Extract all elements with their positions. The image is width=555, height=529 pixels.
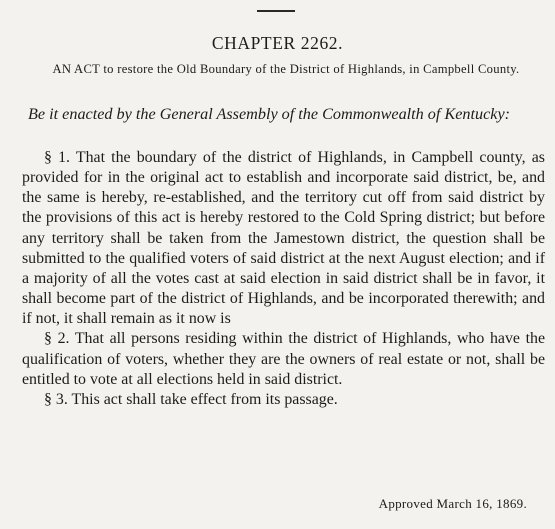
enacting-clause: Be it enacted by the General Assembly of the Commonwealth of Kentucky:	[28, 105, 511, 123]
section-3: § 3. This act shall take effect from its passage.	[44, 390, 338, 408]
act-title: AN ACT to restore the Old Boundary of the District of Highlands, in Campbell County.	[52, 62, 520, 76]
section-2: § 2. That all persons residing within the district of Highlands, who have the qualification of voters, whether they are the owners of real estate or not, shall be entitled to vote at all elections held in said district.	[22, 330, 545, 388]
chapter-heading: CHAPTER 2262.	[211, 33, 344, 53]
act-body	[22, 148, 545, 410]
approval-line: Approved March 16, 1869.	[378, 496, 527, 511]
section-1: § 1. That the boundary of the district of Highlands, in Campbell county, as provided for in the original act to establish and incorporate said district, be, and the same is hereby, re-established, and the territory cut off from said district by the provisions of this act is hereby restored to the Cold Spring district; but before any territory shall be taken from the Jamestown district, the question shall be submitted to the qualified voters of said district at the next August election; and if a majority of all the votes cast at said election in said district shall be in favor, it shall become part of the district of Highlands, and be incorporated therewith; and if not, it shall remain as it now is	[22, 149, 545, 328]
header-rule	[257, 10, 295, 12]
